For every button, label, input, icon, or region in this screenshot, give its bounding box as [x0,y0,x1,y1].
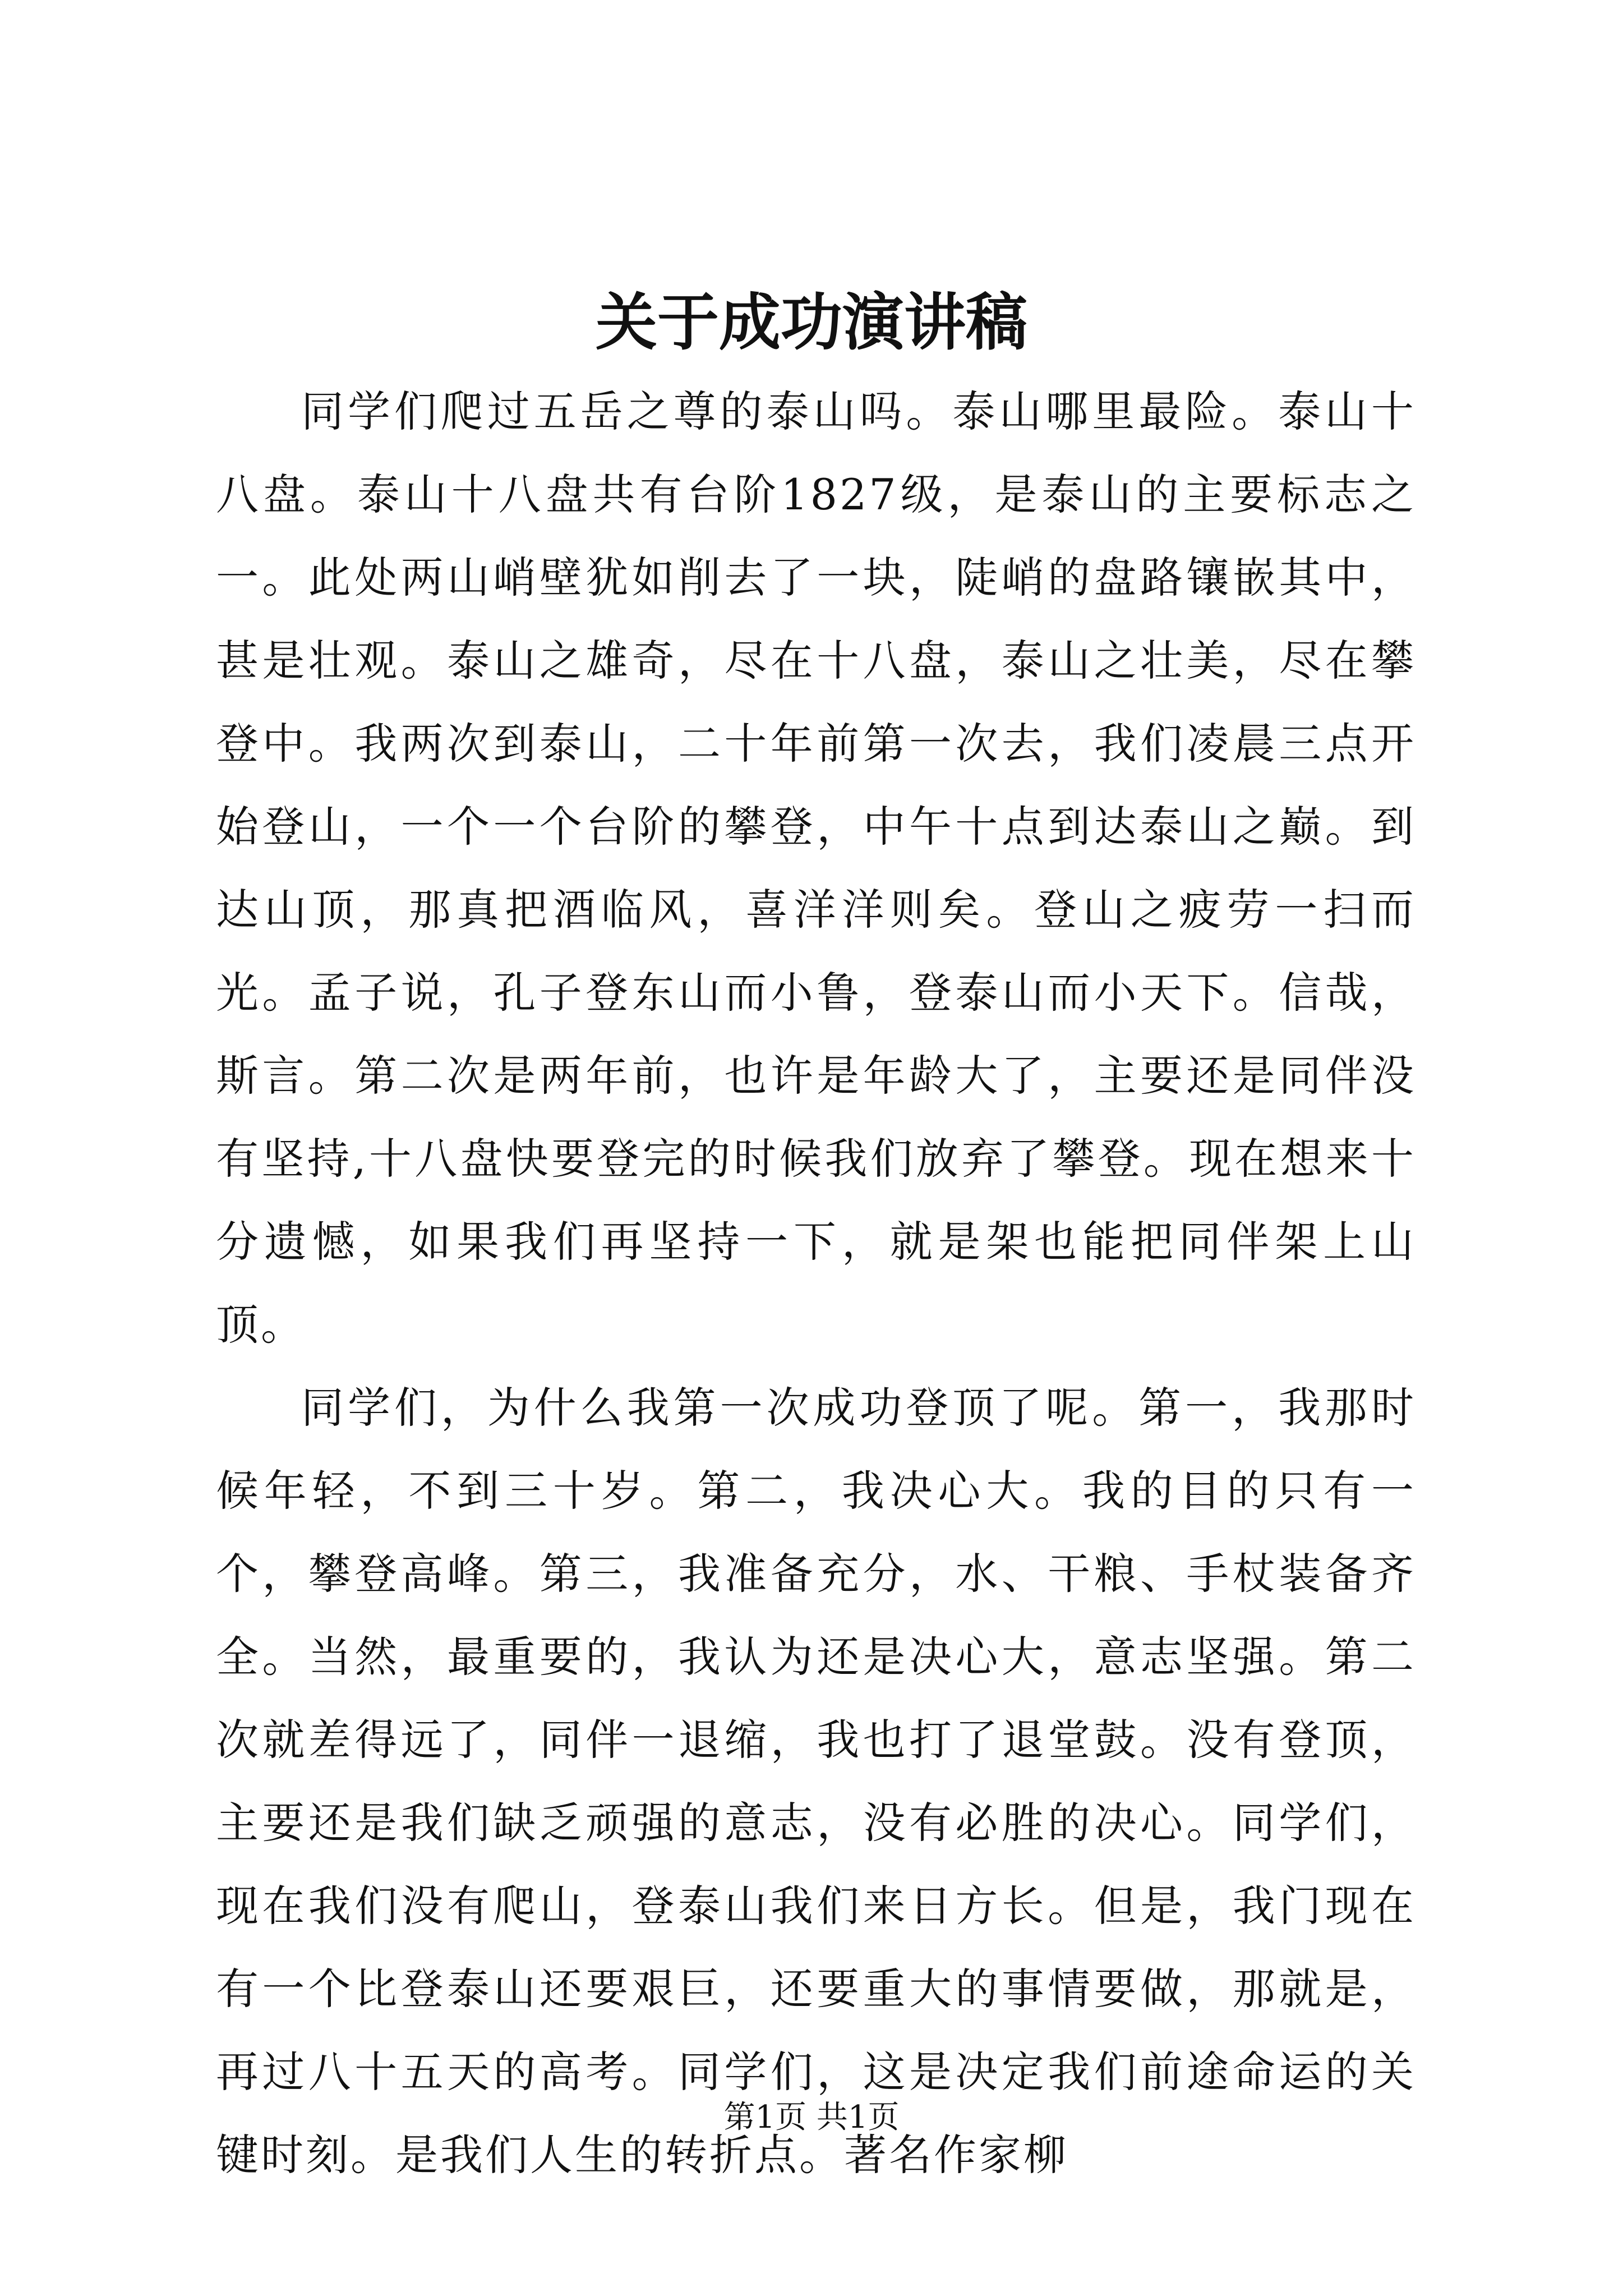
paragraph-2: 同学们，为什么我第一次成功登顶了呢。第一，我那时候年轻，不到三十岁。第二，我决心大。我的目的只有一个，攀登高峰。第三，我准备充分，水、干粮、手杖装备齐全。当然，最重要的，我认为还是决心大，意志坚强。第二次就差得远了，同伴一退缩，我也打了退堂鼓。没有登顶，主要还是我们缺乏顽强的意志，没有必胜的决心。同学们，现在我们没有爬山，登泰山我们来日方长。但是，我门现在有一个比登泰山还要艰巨，还要重大的事情要做，那就是，再过八十五天的高考。同学们，这是决定我们前途命运的关键时刻。是我们人生的转折点。著名作家柳 [216,1383,1416,2180]
document-body [216,370,1416,2197]
paragraph-1: 同学们爬过五岳之尊的泰山吗。泰山哪里最险。泰山十八盘。泰山十八盘共有台阶1827级，是泰山的主要标志之一。此处两山峭壁犹如削去了一块，陡峭的盘路镶嵌其中，甚是壮观。泰山之雄奇，尽在十八盘，泰山之壮美，尽在攀登中。我两次到泰山，二十年前第一次去，我们凌晨三点开始登山，一个一个台阶的攀登，中午十点到达泰山之巅。到达山顶，那真把酒临风，喜洋洋则矣。登山之疲劳一扫而光。孟子说，孔子登东山而小鲁，登泰山而小天下。信哉，斯言。第二次是两年前，也许是年龄大了，主要还是同伴没有坚持,十八盘快要登完的时候我们放弃了攀登。现在想来十分遗憾，如果我们再坚持一下，就是架也能把同伴架上山顶。 [216,386,1416,1350]
document-title: 关于成功演讲稿 [596,286,1027,358]
page-footer: 第1页 共1页 [723,2099,900,2136]
